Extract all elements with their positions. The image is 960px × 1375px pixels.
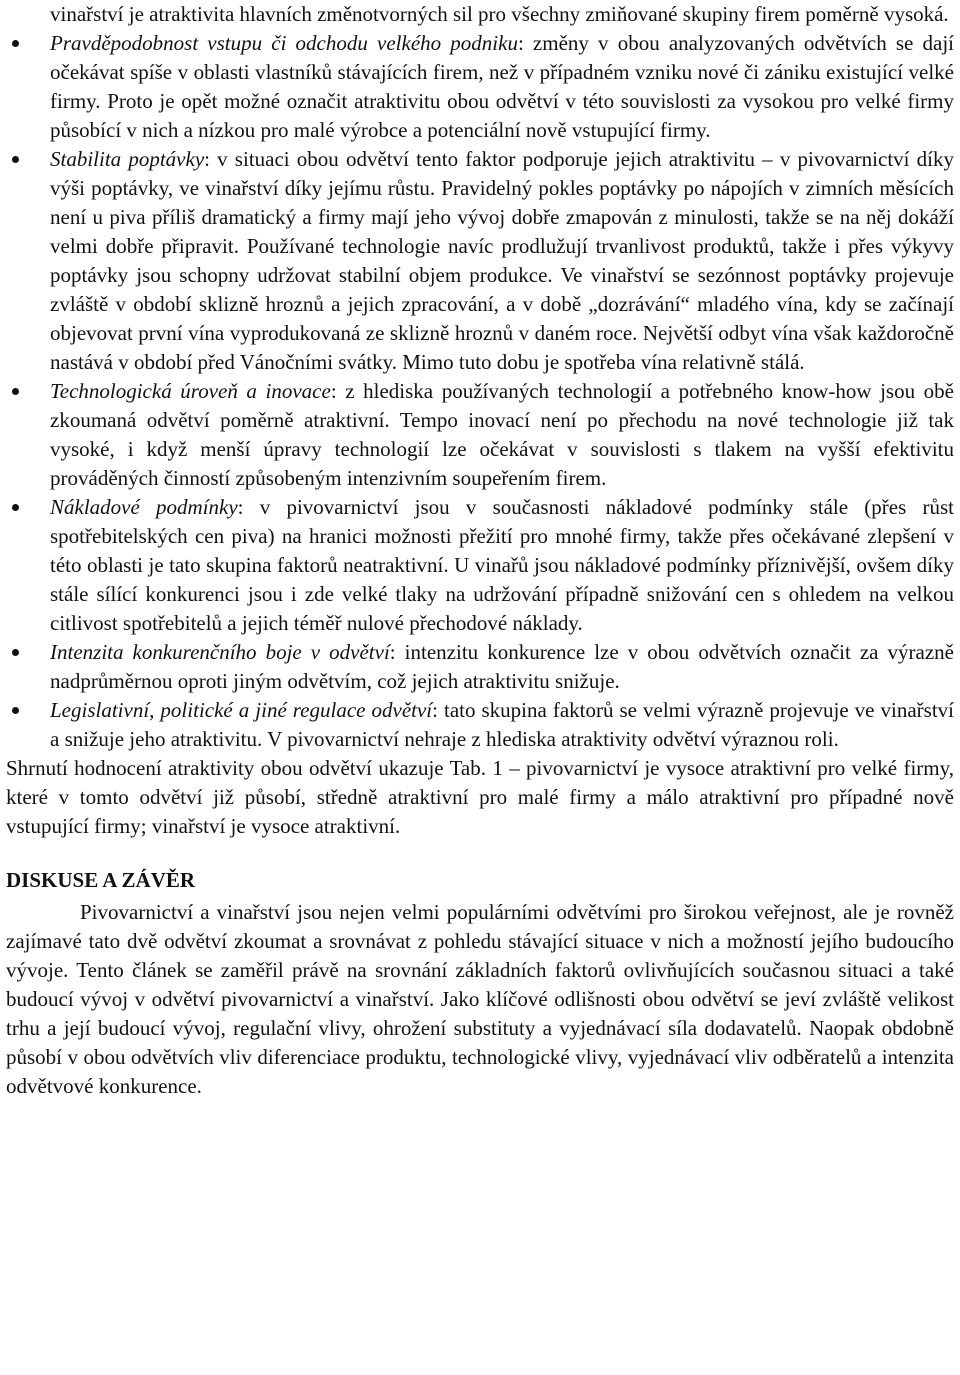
bullet-term: Intenzita konkurenčního boje v odvětví — [50, 640, 390, 664]
bullet-term: Pravděpodobnost vstupu či odchodu velkého podniku — [50, 31, 518, 55]
bullet-item-demand-stability — [6, 145, 954, 377]
bullet-dot-icon — [12, 649, 19, 656]
continuation-paragraph: vinařství je atraktivita hlavních změnotvorných sil pro všechny zmiňované skupiny firem poměrně vysoká. — [50, 2, 949, 26]
bullet-text: : intenzitu konkurence lze v obou odvětvích označit za výrazně nadprůměrnou oproti jiným odvětvím, což jejich atraktivitu snižuje. — [50, 640, 954, 693]
bullet-text: : v pivovarnictví jsou v současnosti nákladové podmínky stále (přes růst spotřebitelských cen piva) na hranici možnosti přežití pro mnohé firmy, takže přes očekávané zlepšení v této oblasti je tato skupina faktorů neatraktivní. U vinařů jsou nákladové podmínky příznivější, ovšem díky stále sílící konkurenci jsou i zde velké tlaky na udržování případně snižování cen s ohledem na velkou citlivost spotřebitelů a jejich téměř nulové přechodové náklady. — [50, 495, 954, 635]
discussion-paragraph: Pivovarnictví a vinařství jsou nejen velmi populárními odvětvími pro širokou veřejnost, ale je rovněž zajímavé tato dvě odvětví zkoumat a srovnávat z pohledu stávající situace v nich a možností jejího budoucího vývoje. Tento článek se zaměřil právě na srovnání základních faktorů ovlivňujících současnou situaci a také budoucí vývoj v odvětví pivovarnictví a vinařství. Jako klíčové odlišnosti obou odvětví se jeví zvláště velikost trhu a její budoucí vývoj, regulační vlivy, ohrožení substituty a vyjednávací síla dodavatelů. Naopak obdobně působí v obou odvětvích vliv diferenciace produktu, technologické vlivy, vyjednávací vliv odběratelů a intenzita odvětvové konkurence. — [6, 900, 954, 1098]
bullet-text: : změny v obou analyzovaných odvětvích se dají očekávat spíše v oblasti vlastníků stávajících firem, než v případném vzniku nové či zániku existující velké firmy. Proto je opět možné označit atraktivitu obou odvětví v této souvislosti za vysokou pro velké firmy působící v nich a nízkou pro malé výrobce a potenciální nově vstupující firmy. — [50, 31, 954, 142]
bullet-dot-icon — [12, 156, 19, 163]
bullet-item-cost-conditions — [6, 493, 954, 638]
bullet-text: : v situaci obou odvětví tento faktor podporuje jejich atraktivitu – v pivovarnictví díky výši poptávky, ve vinařství díky jejímu růstu. Pravidelný pokles poptávky po nápojích v zimních měsících není u piva příliš dramatický a firmy mají jeho vývoj dobře zmapován z minulosti, takže se na něj dokáží velmi dobře připravit. Používané technologie navíc prodlužují trvanlivost produktů, takže i přes výkyvy poptávky jsou schopny udržovat stabilní objem produkce. Ve vinařství se sezónnost poptávky projevuje zvláště v období sklizně hroznů a jejich zpracování, a v době „dozrávání“ mladého vína, kdy se začínají objevovat první vína vyprodukovaná ze sklizně hroznů v daném roce. Největší odbyt vína však každoročně nastává v období před Vánočními svátky. Mimo tuto dobu je spotřeba vína relativně stálá. — [50, 147, 954, 374]
summary-paragraph: Shrnutí hodnocení atraktivity obou odvětví ukazuje Tab. 1 – pivovarnictví je vysoce atraktivní pro velké firmy, které v tomto odvětví již působí, středně atraktivní pro malé firmy a málo atraktivní pro případné nově vstupující firmy; vinařství je vysoce atraktivní. — [6, 756, 954, 838]
bullet-text: : tato skupina faktorů se velmi výrazně projevuje ve vinařství a snižuje jeho atraktivitu. V pivovarnictví nehraje z hlediska atraktivity odvětví výraznou roli. — [50, 698, 955, 751]
factor-bullet-list — [6, 29, 954, 754]
bullet-term: Technologická úroveň a inovace — [50, 379, 331, 403]
bullet-dot-icon — [12, 707, 19, 714]
bullet-term: Nákladové podmínky — [50, 495, 238, 519]
bullet-term: Legislativní, politické a jiné regulace odvětví — [50, 698, 433, 722]
bullet-item-competition-intensity — [6, 638, 954, 696]
bullet-item-regulation — [6, 696, 954, 754]
bullet-dot-icon — [12, 388, 19, 395]
section-heading: DISKUSE A ZÁVĚR — [6, 868, 196, 892]
bullet-dot-icon — [12, 40, 19, 47]
bullet-text: : z hlediska používaných technologií a potřebného know-how jsou obě zkoumaná odvětví poměrně atraktivní. Tempo inovací není po přechodu na nové technologie již tak vysoké, i když menší úpravy technologií lze očekávat v souvislosti s tlakem na vyšší efektivitu prováděných činností způsobeným intenzivním soupeřením firem. — [50, 379, 954, 490]
bullet-term: Stabilita poptávky — [50, 147, 205, 171]
bullet-dot-icon — [12, 504, 19, 511]
bullet-item-market-entry-exit — [6, 29, 954, 145]
bullet-item-technology-innovation — [6, 377, 954, 493]
